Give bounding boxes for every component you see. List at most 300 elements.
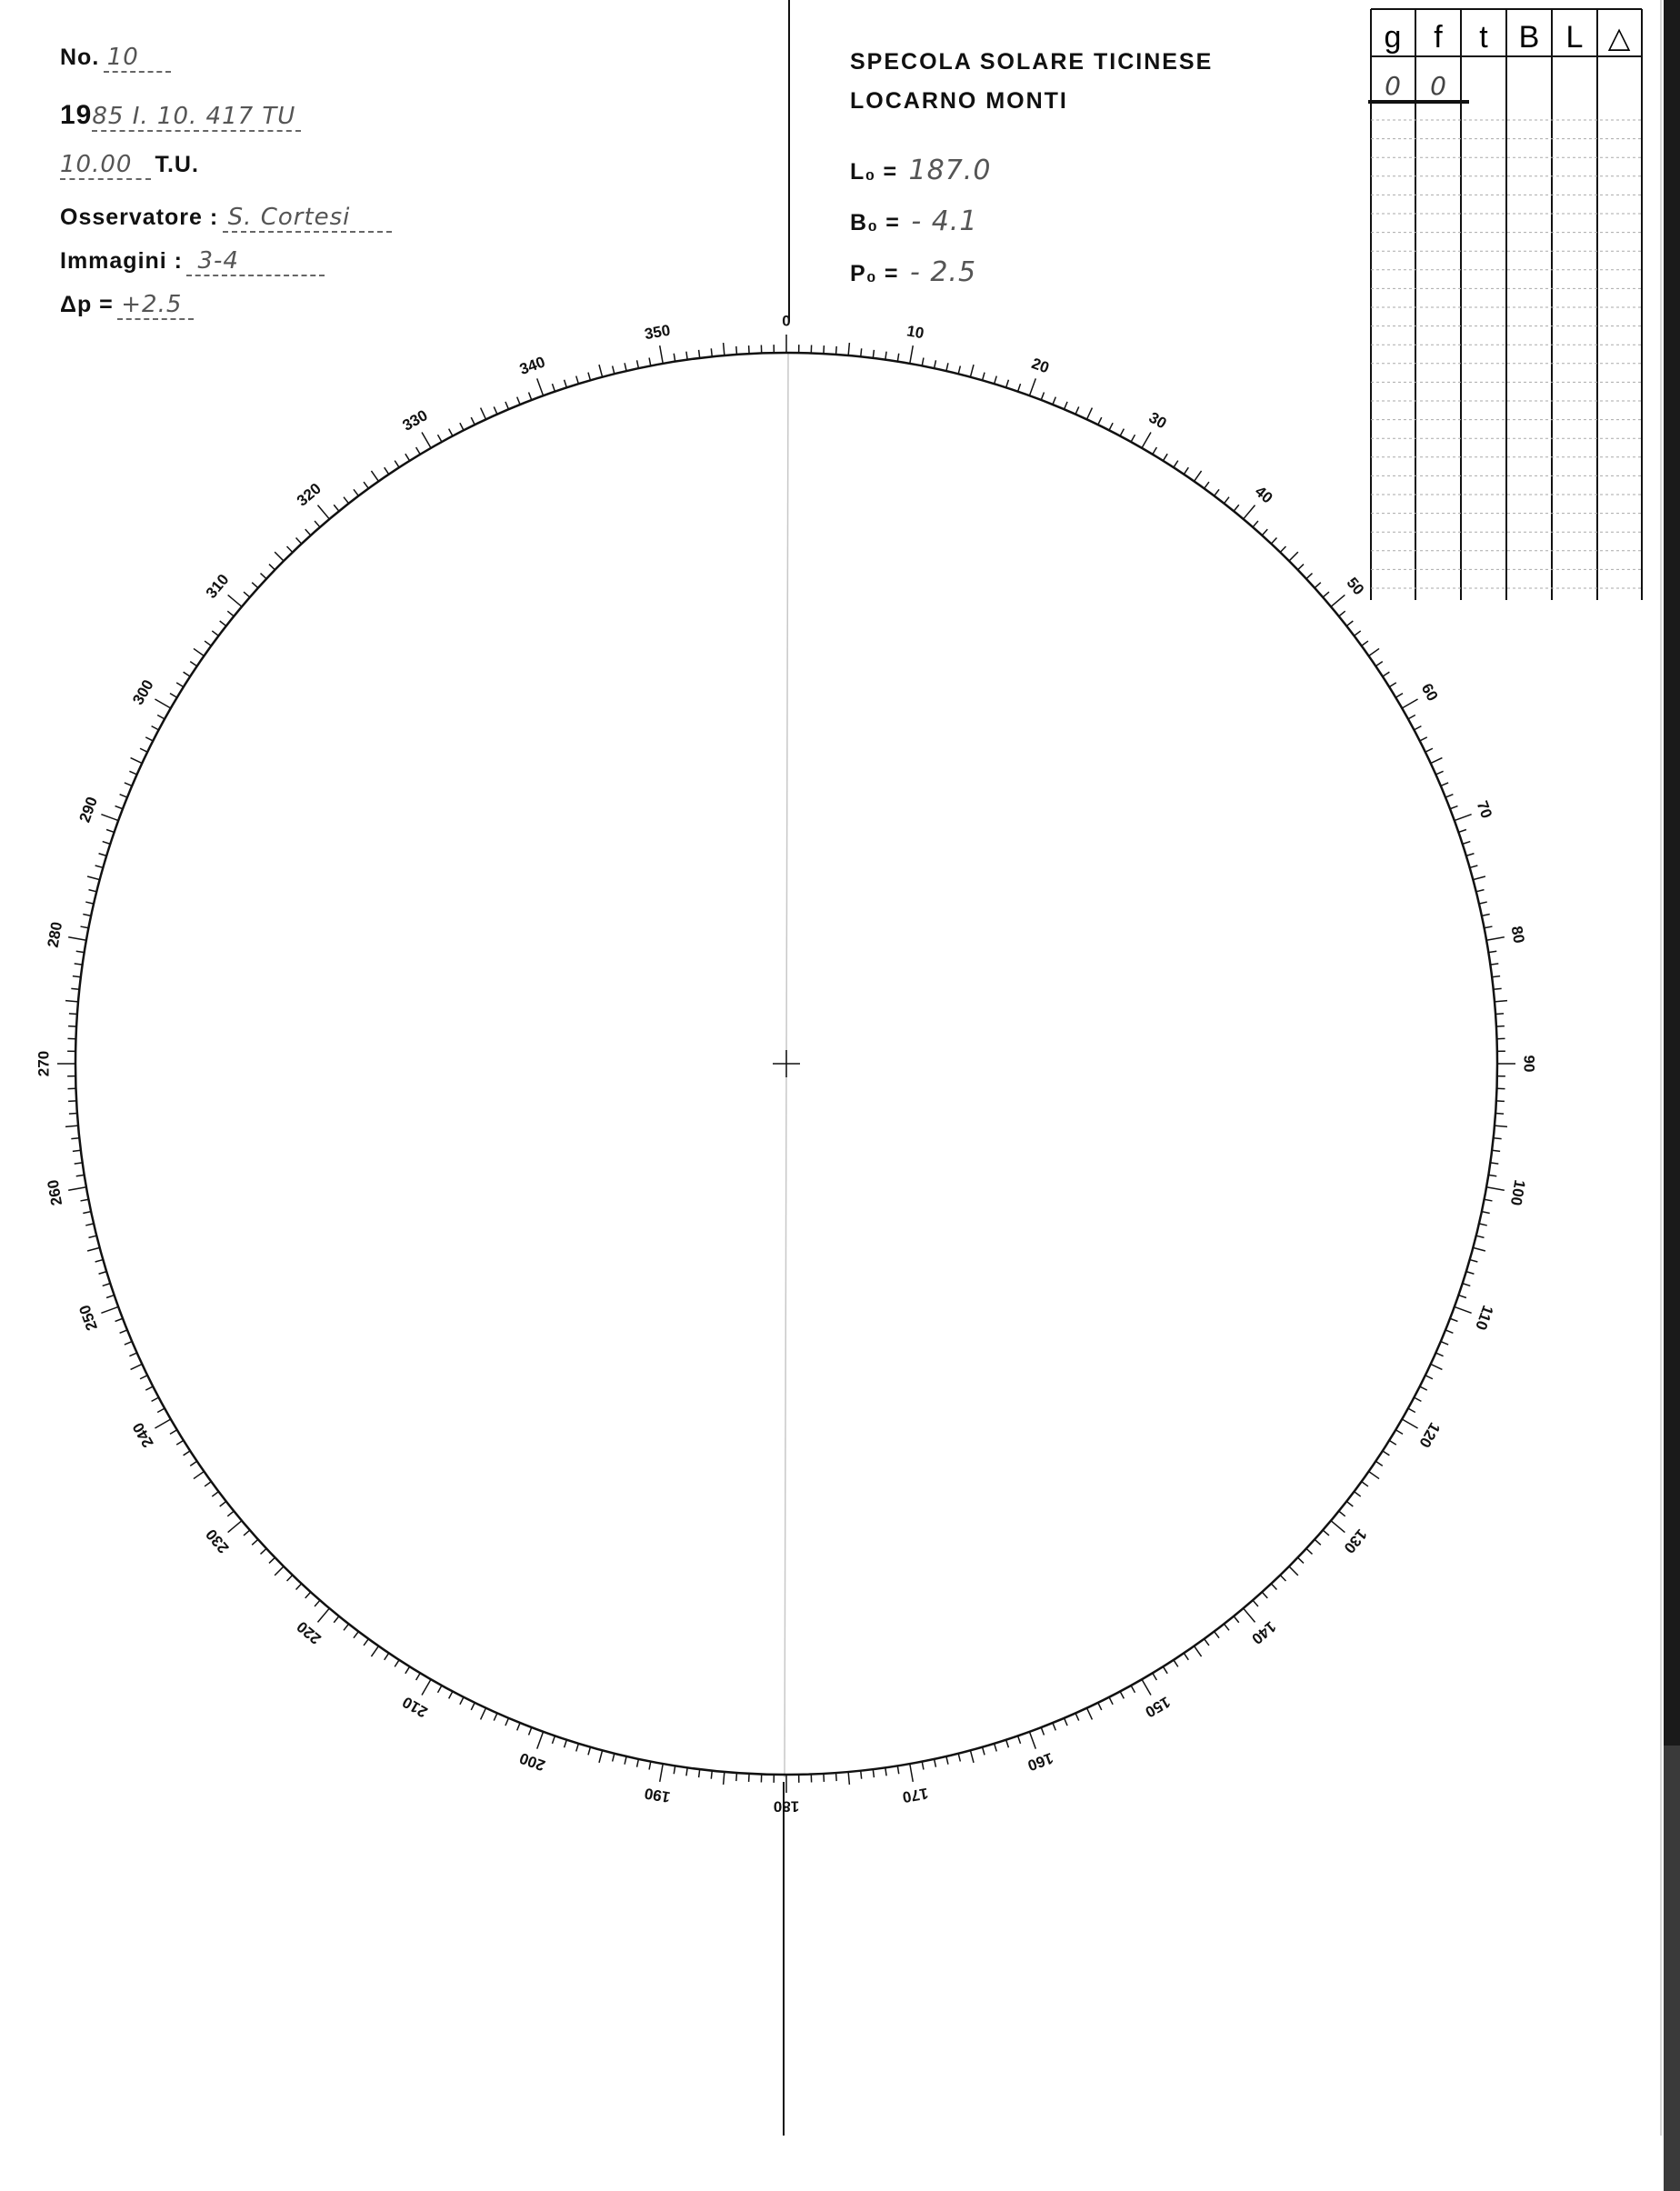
degree-tick: [129, 771, 136, 775]
degree-tick: [910, 1764, 913, 1782]
degree-tick: [873, 350, 874, 358]
degree-tick: [1163, 454, 1167, 461]
degree-tick: [1420, 737, 1427, 741]
degree-tick: [75, 964, 83, 965]
degree-tick: [1494, 988, 1502, 989]
degree-tick: [140, 748, 147, 752]
degree-tick: [1323, 592, 1329, 597]
date-value: 85 I. 10. 417 TU: [92, 103, 301, 132]
degree-tick: [1375, 662, 1382, 666]
date-prefix: 19: [60, 100, 92, 130]
degree-tick: [1435, 1353, 1443, 1356]
degree-tick: [1098, 1703, 1102, 1710]
degree-tick: [1065, 402, 1068, 409]
degree-tick: [275, 1566, 284, 1576]
degree-tick: [269, 565, 275, 570]
degree-tick: [364, 1639, 368, 1646]
degree-tick: [1466, 854, 1475, 856]
degree-tick: [836, 346, 837, 355]
degree-tick: [576, 1744, 579, 1752]
degree-tick: [1205, 482, 1209, 488]
degree-tick: [244, 1530, 250, 1536]
observer-label: Osservatore :: [60, 205, 218, 230]
degree-tick: [1234, 1616, 1239, 1623]
degree-tick: [649, 358, 651, 366]
degree-tick: [1195, 471, 1202, 481]
degree-tick: [354, 489, 358, 495]
degree-tick: [1331, 1521, 1345, 1533]
degree-tick: [395, 461, 399, 468]
degree-tick: [371, 1646, 378, 1656]
degree-tick: [422, 1679, 431, 1695]
degree-tick: [68, 937, 86, 940]
degree-label: 190: [644, 1785, 672, 1806]
degree-tick: [1482, 915, 1490, 916]
degree-tick: [212, 631, 218, 635]
degree-tick: [1163, 1666, 1167, 1674]
degree-label: 230: [203, 1526, 233, 1556]
degree-tick: [699, 350, 700, 358]
degree-tick: [385, 1653, 389, 1659]
degree-tick: [1389, 683, 1396, 687]
degree-tick: [1389, 1440, 1396, 1445]
degree-tick: [946, 363, 948, 371]
degree-tick: [1492, 1150, 1500, 1151]
degree-tick: [922, 358, 924, 366]
degree-tick: [89, 890, 97, 892]
degree-tick: [228, 595, 242, 606]
degree-tick: [1098, 417, 1102, 425]
degree-tick: [76, 951, 85, 952]
degree-label: 310: [203, 571, 233, 602]
degree-tick: [711, 1771, 712, 1779]
p0-value: - 2.5: [903, 256, 976, 288]
degree-tick: [983, 373, 985, 381]
degree-tick: [494, 1713, 497, 1720]
degree-tick: [1495, 1114, 1504, 1115]
degree-label: 150: [1142, 1693, 1173, 1721]
degree-tick: [1458, 829, 1466, 832]
degree-tick: [1315, 583, 1321, 588]
degree-tick: [83, 915, 91, 916]
degree-tick: [364, 482, 368, 488]
degree-tick: [101, 1306, 118, 1313]
degree-tick: [1006, 1740, 1009, 1748]
degree-tick: [405, 1666, 410, 1674]
degree-label: 350: [644, 322, 672, 344]
degree-tick: [885, 352, 886, 360]
degree-label: 120: [1415, 1419, 1444, 1450]
degree-tick: [1490, 1163, 1498, 1164]
degree-label: 210: [399, 1693, 430, 1721]
degree-tick: [220, 1501, 226, 1506]
degree-tick: [145, 1386, 153, 1390]
degree-tick: [170, 694, 177, 698]
degree-tick: [1006, 380, 1009, 388]
degree-tick: [125, 1342, 132, 1346]
degree-tick: [649, 1762, 651, 1770]
degree-tick: [1205, 1639, 1209, 1646]
degree-label: 90: [1521, 1055, 1538, 1073]
degree-tick: [115, 806, 123, 809]
degree-label: 260: [45, 1178, 66, 1206]
degree-tick: [296, 1584, 302, 1590]
table-header-b: B: [1519, 20, 1540, 55]
degree-tick: [95, 865, 104, 867]
degree-tick: [71, 988, 79, 989]
degree-tick: [1473, 1247, 1485, 1251]
degree-tick: [75, 1163, 83, 1164]
degree-tick: [1215, 489, 1219, 495]
degree-tick: [354, 1632, 358, 1638]
degree-tick: [1466, 1272, 1475, 1275]
degree-tick: [1369, 648, 1379, 655]
degree-tick: [1053, 397, 1055, 405]
degree-tick: [1355, 631, 1361, 635]
observer-value: S. Cortesi: [223, 204, 392, 233]
degree-tick: [317, 505, 329, 519]
degree-tick: [897, 1766, 898, 1774]
degree-tick: [1234, 505, 1239, 511]
degree-tick: [1441, 783, 1448, 786]
degree-tick: [471, 417, 475, 425]
degree-tick: [76, 1175, 85, 1176]
degree-tick: [1289, 1566, 1298, 1576]
degree-label: 0: [782, 312, 790, 329]
degree-tick: [613, 1754, 615, 1762]
degree-tick: [385, 467, 389, 474]
degree-tick: [1445, 1330, 1453, 1333]
degree-tick: [1458, 1296, 1466, 1298]
p0-label: P₀ =: [850, 261, 899, 286]
degree-tick: [152, 1397, 159, 1401]
degree-tick: [552, 1736, 555, 1744]
degree-label: 240: [129, 1419, 157, 1450]
degree-tick: [460, 1697, 464, 1705]
degree-tick: [1153, 447, 1157, 455]
degree-tick: [1431, 758, 1443, 764]
scan-edge-strip: [1664, 0, 1680, 2136]
table-header-l: L: [1566, 20, 1584, 55]
degree-tick: [613, 366, 615, 375]
table-header-delta: △: [1608, 20, 1631, 55]
degree-label: 200: [517, 1749, 547, 1775]
degree-label: 320: [294, 480, 325, 510]
degree-tick: [1109, 1697, 1113, 1705]
degree-tick: [471, 1703, 475, 1710]
degree-tick: [1479, 1224, 1487, 1226]
degree-tick: [625, 1756, 626, 1765]
degree-tick: [1018, 384, 1021, 392]
degree-label: 330: [399, 406, 430, 435]
degree-tick: [1086, 1708, 1092, 1720]
degree-tick: [87, 876, 100, 880]
degree-tick: [228, 1521, 242, 1533]
b0-value: - 4.1: [904, 205, 977, 237]
degree-label: 140: [1248, 1617, 1279, 1647]
degree-tick: [958, 1754, 960, 1762]
degree-tick: [494, 406, 497, 414]
degree-tick: [227, 1511, 234, 1516]
degree-label: 130: [1340, 1526, 1370, 1556]
degree-tick: [1065, 1718, 1068, 1726]
degree-tick: [922, 1762, 924, 1770]
degree-tick: [227, 611, 234, 616]
degree-tick: [1109, 423, 1113, 430]
degree-tick: [125, 783, 132, 786]
degree-label: 30: [1146, 408, 1170, 432]
degree-tick: [1486, 1187, 1505, 1190]
degree-tick: [588, 1747, 590, 1756]
degree-tick: [106, 829, 115, 832]
degree-tick: [946, 1756, 948, 1765]
degree-label: 180: [774, 1798, 799, 1816]
degree-tick: [1463, 842, 1471, 845]
degree-label: 280: [45, 921, 66, 949]
degree-tick: [131, 758, 143, 764]
degree-tick: [120, 795, 127, 797]
degree-tick: [1455, 1306, 1472, 1313]
degree-tick: [205, 1482, 211, 1486]
degree-tick: [1375, 1461, 1382, 1466]
degree-tick: [1029, 378, 1035, 395]
degree-tick: [1339, 611, 1345, 616]
degree-tick: [1425, 748, 1433, 752]
degree-tick: [588, 373, 590, 381]
degree-tick: [1383, 1451, 1390, 1456]
degree-tick: [637, 360, 639, 368]
degree-tick: [1224, 1624, 1229, 1630]
degree-label: 290: [75, 795, 101, 825]
degree-tick: [1476, 890, 1485, 892]
degree-tick: [1086, 408, 1092, 420]
degree-tick: [371, 471, 378, 481]
degree-tick: [1323, 1530, 1329, 1536]
time-value: 10.00: [60, 151, 151, 180]
degree-tick: [1018, 1736, 1021, 1744]
degree-tick: [1142, 1679, 1151, 1695]
degree-tick: [1488, 951, 1496, 952]
degree-tick: [481, 408, 486, 420]
number-value: 10: [104, 44, 171, 73]
degree-tick: [115, 1318, 123, 1321]
degree-label: 300: [129, 676, 157, 707]
degree-tick: [95, 1260, 104, 1262]
time-unit: T.U.: [155, 152, 198, 177]
degree-tick: [599, 365, 603, 377]
degree-tick: [1298, 1557, 1304, 1563]
degree-tick: [460, 423, 464, 430]
degree-tick: [1339, 1511, 1345, 1516]
degree-tick: [565, 380, 567, 388]
degree-tick: [935, 1759, 936, 1767]
degree-tick: [736, 346, 737, 355]
degree-tick: [836, 1773, 837, 1781]
degree-tick: [1029, 1732, 1035, 1749]
degree-tick: [861, 1771, 862, 1779]
degree-tick: [660, 1764, 663, 1782]
scan-edge-line: [1660, 0, 1662, 2136]
degree-tick: [176, 683, 184, 687]
degree-tick: [1495, 1014, 1504, 1015]
degree-tick: [1075, 406, 1079, 414]
institution-name: SPECOLA SOLARE TICINESE: [850, 49, 1359, 75]
degree-tick: [1383, 672, 1390, 676]
degree-label: 20: [1029, 355, 1051, 376]
degree-tick: [711, 348, 712, 356]
degree-tick: [422, 432, 431, 447]
table-header-t: t: [1479, 20, 1488, 55]
degree-tick: [194, 1472, 204, 1479]
degree-tick: [1476, 1236, 1485, 1237]
degree-tick: [970, 365, 974, 377]
degree-tick: [71, 1138, 79, 1139]
degree-tick: [190, 1461, 196, 1466]
degree-label: 220: [294, 1617, 325, 1647]
degree-tick: [101, 815, 118, 821]
degree-tick: [1053, 1723, 1055, 1730]
degree-tick: [317, 1608, 329, 1622]
degree-tick: [416, 447, 421, 455]
degree-tick: [724, 343, 725, 355]
table-cell-f: 0: [1430, 71, 1446, 101]
degree-tick: [103, 1284, 111, 1286]
degree-tick: [287, 1576, 293, 1581]
degree-tick: [873, 1769, 874, 1777]
degree-tick: [449, 1691, 453, 1698]
degree-tick: [537, 1732, 544, 1749]
degree-tick: [81, 1199, 89, 1201]
degree-tick: [157, 1408, 165, 1412]
degree-tick: [686, 352, 687, 360]
degree-tick: [1298, 565, 1304, 570]
degree-tick: [686, 1767, 687, 1776]
degree-tick: [405, 454, 410, 461]
degree-label: 160: [1025, 1749, 1055, 1775]
degree-tick: [935, 360, 936, 368]
degree-tick: [736, 1773, 737, 1781]
degree-tick: [252, 1539, 258, 1545]
degree-label: 80: [1508, 925, 1528, 945]
degree-tick: [1041, 393, 1044, 400]
degree-tick: [103, 842, 111, 845]
degree-tick: [699, 1769, 700, 1777]
degree-tick: [244, 592, 250, 597]
degree-tick: [129, 1353, 136, 1356]
degree-tick: [287, 546, 293, 552]
degree-tick: [1174, 461, 1178, 468]
l0-value: 187.0: [902, 155, 992, 186]
degree-tick: [481, 1708, 486, 1720]
degree-tick: [1131, 435, 1135, 442]
degree-tick: [1431, 1364, 1443, 1369]
degree-tick: [152, 726, 159, 730]
degree-tick: [120, 1330, 127, 1333]
degree-tick: [1450, 806, 1457, 809]
degree-tick: [1402, 699, 1417, 708]
degree-tick: [1355, 1492, 1361, 1496]
degree-tick: [1289, 552, 1298, 561]
degree-tick: [305, 529, 311, 535]
degree-tick: [155, 1419, 170, 1428]
table-cell-g: 0: [1385, 71, 1401, 101]
degree-tick: [674, 354, 675, 362]
degree-tick: [1306, 1548, 1313, 1554]
degree-tick: [552, 384, 555, 392]
degree-tick: [1184, 1653, 1188, 1659]
degree-tick: [529, 1727, 532, 1735]
degree-tick: [85, 902, 94, 904]
degree-label: 170: [901, 1785, 929, 1806]
degree-tick: [1455, 815, 1472, 821]
degree-tick: [1402, 1419, 1417, 1428]
institution-location: LOCARNO MONTI: [850, 88, 1359, 115]
degree-tick: [73, 976, 81, 977]
degree-tick: [1408, 1408, 1415, 1412]
degree-tick: [81, 926, 89, 928]
degree-tick: [1395, 694, 1403, 698]
degree-label: 340: [517, 353, 547, 378]
degree-tick: [69, 1014, 77, 1015]
degree-tick: [334, 505, 339, 511]
degree-label: 110: [1472, 1303, 1496, 1332]
degree-tick: [599, 1750, 603, 1763]
degree-tick: [1425, 1376, 1433, 1379]
degree-tick: [1495, 1001, 1507, 1002]
l0-label: L₀ =: [850, 159, 897, 185]
degree-tick: [505, 402, 509, 409]
degree-tick: [1450, 1318, 1457, 1321]
degree-tick: [660, 345, 663, 364]
number-label: No.: [60, 45, 99, 70]
degree-tick: [275, 552, 284, 561]
degree-tick: [1271, 1584, 1276, 1590]
degree-tick: [1494, 1138, 1502, 1139]
degree-tick: [1184, 467, 1188, 474]
degree-tick: [1362, 1482, 1368, 1486]
degree-tick: [252, 583, 258, 588]
degree-tick: [1253, 1600, 1258, 1606]
degree-tick: [269, 1557, 275, 1563]
degree-tick: [1485, 1199, 1493, 1201]
delta-p-value: +2.5: [117, 291, 194, 320]
degree-tick: [184, 1451, 191, 1456]
degree-tick: [65, 1001, 78, 1002]
degree-tick: [1490, 964, 1498, 965]
degree-tick: [505, 1718, 509, 1726]
degree-tick: [1224, 497, 1229, 504]
degree-tick: [99, 854, 107, 856]
degree-tick: [995, 1744, 997, 1752]
degree-tick: [69, 1114, 77, 1115]
degree-tick: [1174, 1660, 1178, 1667]
degree-tick: [145, 737, 153, 741]
degree-label: 70: [1474, 798, 1495, 820]
degree-tick: [970, 1750, 974, 1763]
degree-tick: [344, 1624, 349, 1630]
b0-label: B₀ =: [850, 210, 900, 235]
degree-tick: [565, 1740, 567, 1748]
degree-tick: [1131, 1686, 1135, 1693]
degree-tick: [89, 1236, 97, 1237]
degree-tick: [83, 1212, 91, 1214]
degree-tick: [438, 435, 442, 442]
degree-tick: [155, 699, 170, 708]
degree-tick: [1486, 937, 1505, 940]
degree-label: 60: [1418, 681, 1442, 705]
degree-tick: [85, 1224, 94, 1226]
degree-tick: [296, 538, 302, 545]
